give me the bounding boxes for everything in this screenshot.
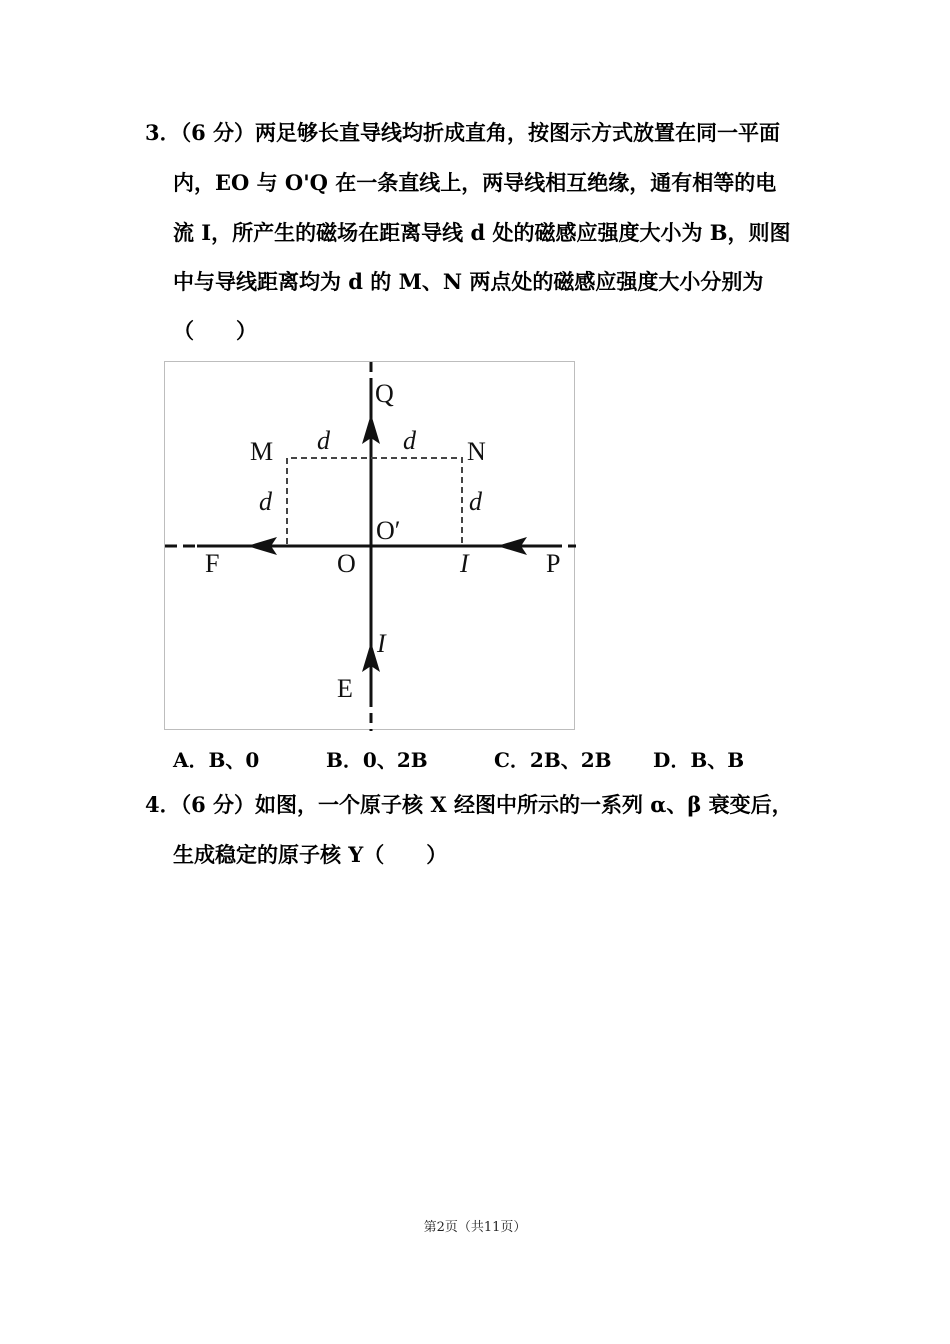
dashed-rect [287, 458, 462, 544]
q4-line-1: 4．（6 分）如图，一个原子核 X 经图中所示的一系列 α、β 衰变后， [145, 792, 793, 817]
label-d-top-left: d [317, 426, 330, 455]
q3-line-5: （ ） [173, 318, 257, 343]
label-d-left: d [259, 487, 272, 516]
label-M: M [250, 437, 274, 466]
q3-diagram [164, 361, 575, 730]
label-I-right: I [460, 549, 469, 578]
q3-line-4: 中与导线距离均为 d 的 M、N 两点处的磁感应强度大小分别为 [173, 269, 764, 294]
label-F: F [205, 549, 220, 578]
q3-diagram-svg [165, 362, 576, 731]
option-d[interactable]: D．B、B [653, 748, 745, 772]
q4-line-2: 生成稳定的原子核 Y（ ） [173, 842, 448, 867]
option-c[interactable]: C．2B、2B [494, 748, 612, 772]
label-d-top-right: d [403, 426, 416, 455]
option-b[interactable]: B．0、2B [326, 748, 428, 772]
q3-line-1: 3．（6 分）两足够长直导线均折成直角，按图示方式放置在同一平面 [145, 120, 781, 145]
option-a[interactable]: A．B、0 [173, 748, 260, 772]
q3-line-3: 流 I，所产生的磁场在距离导线 d 处的磁感应强度大小为 B，则图 [173, 220, 791, 245]
label-O: O [337, 549, 356, 578]
label-N: N [467, 437, 486, 466]
q3-line-2: 内，EO 与 O'Q 在一条直线上，两导线相互绝缘，通有相等的电 [173, 170, 777, 195]
label-O-prime: O′ [376, 516, 401, 545]
label-P: P [546, 549, 561, 578]
label-E: E [337, 674, 353, 703]
page-footer: 第2页（共11页） [423, 1220, 527, 1235]
label-I-vertical: I [377, 629, 386, 658]
label-d-right: d [469, 487, 482, 516]
label-Q: Q [375, 379, 394, 408]
